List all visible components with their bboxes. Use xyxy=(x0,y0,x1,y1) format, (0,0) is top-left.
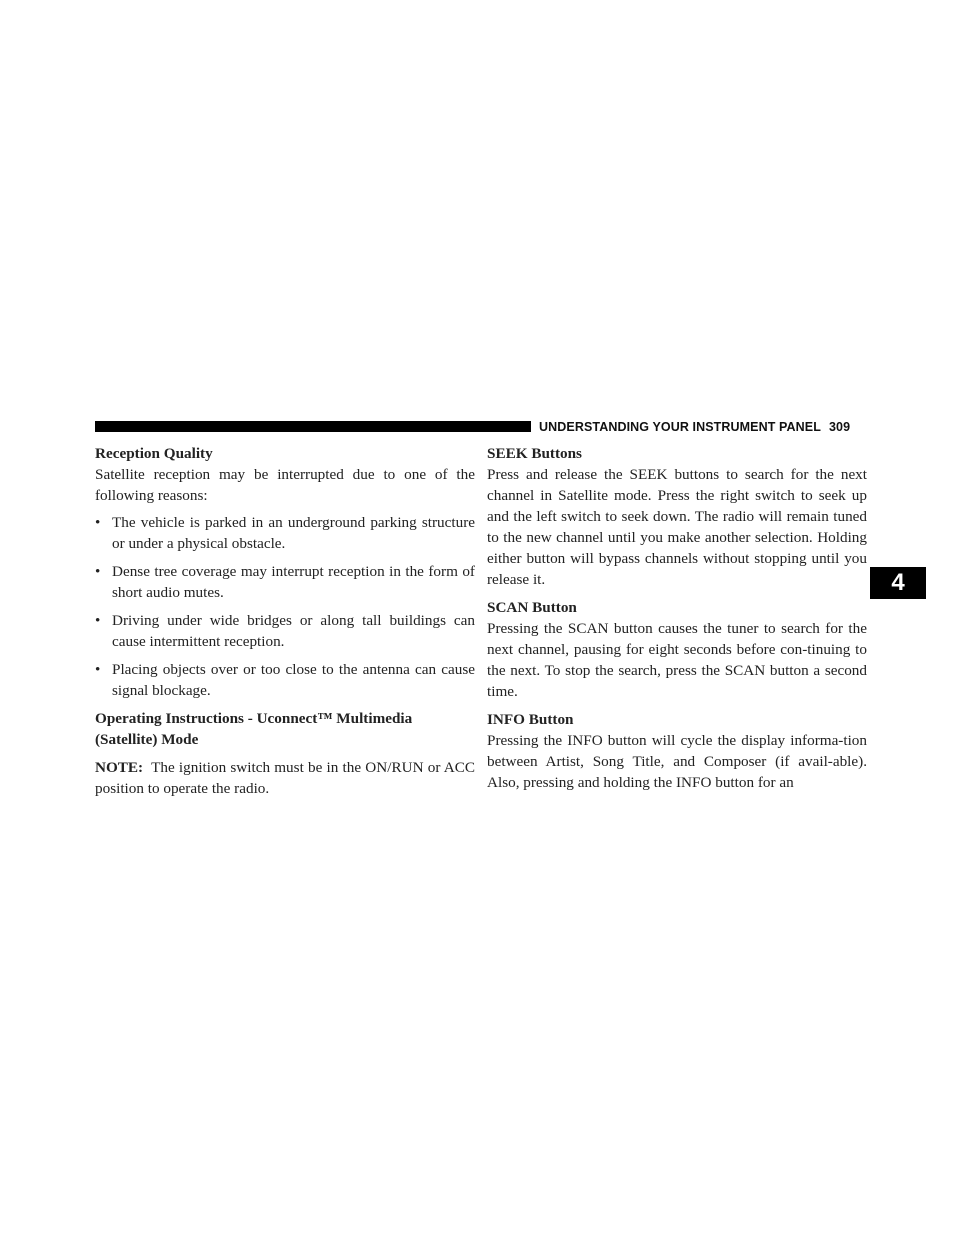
list-item: • The vehicle is parked in an underground parking structure or under a physical obstacle. xyxy=(95,514,475,552)
reception-bullet-list xyxy=(95,512,475,701)
bullet-icon: • xyxy=(95,612,101,629)
scan-button-heading: SCAN Button xyxy=(487,599,577,616)
right-column xyxy=(487,443,867,793)
note-paragraph xyxy=(95,757,475,799)
list-item: • Dense tree coverage may interrupt reception in the form of short audio mutes. xyxy=(95,563,475,601)
scan-paragraph: Pressing the SCAN button causes the tuner to search for the next channel, pausing for eight seconds before con-tinuing to the next. To stop the search, press the SCAN button a second time. xyxy=(487,620,867,700)
seek-buttons-heading: SEEK Buttons xyxy=(487,445,582,462)
reception-intro: Satellite reception may be interrupted due to one of the following reasons: xyxy=(95,466,475,504)
seek-paragraph: Press and release the SEEK buttons to search for the next channel in Satellite mode. Press the right switch to seek up and the left switch to seek down. The radio will remain tuned to the new channel until you make another selection. Holding either button will bypass channels without stopping until you release it. xyxy=(487,466,867,588)
list-item: • Placing objects over or too close to the antenna can cause signal blockage. xyxy=(95,661,475,699)
info-paragraph: Pressing the INFO button will cycle the display informa-tion between Artist, Song Title, and Composer (if avail-able). Also, pressing and holding the INFO button for an xyxy=(487,732,867,791)
page-number: 309 xyxy=(828,420,851,434)
left-column xyxy=(95,443,475,799)
operating-instructions-heading: Operating Instructions - Uconnect™ Multimedia (Satellite) Mode xyxy=(95,710,413,748)
info-button-heading: INFO Button xyxy=(487,711,574,728)
running-header xyxy=(539,419,850,435)
bullet-icon: • xyxy=(95,563,101,580)
note-label: NOTE: xyxy=(95,759,144,776)
bullet-icon: • xyxy=(95,661,101,678)
header-rule xyxy=(95,421,531,432)
bullet-icon: • xyxy=(95,514,101,531)
note-text: The ignition switch must be in the ON/RUN or ACC position to operate the radio. xyxy=(95,759,475,797)
list-item: • Driving under wide bridges or along tall buildings can cause intermittent reception. xyxy=(95,612,475,650)
chapter-tab: 4 xyxy=(870,567,926,599)
reception-quality-heading: Reception Quality xyxy=(95,445,213,462)
header-title: UNDERSTANDING YOUR INSTRUMENT PANEL xyxy=(539,420,821,434)
